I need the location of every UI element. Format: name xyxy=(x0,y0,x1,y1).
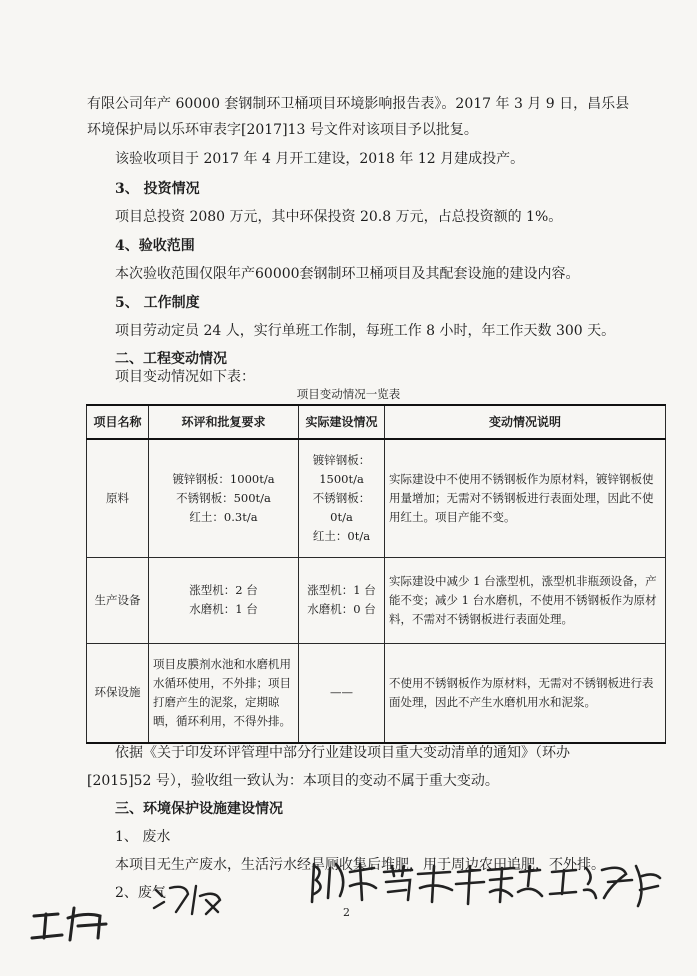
cell-explain: 不使用不锈钢板作为原材料，无需对不锈钢板进行表面处理，因此不产生水磨机用水和泥浆。 xyxy=(385,643,666,743)
table-title: 项目变动情况一览表 xyxy=(296,387,401,401)
required-line: 涨型机：2 台 xyxy=(189,583,258,597)
paragraph-line: 有限公司年产 60000 套钢制环卫桶项目环境影响报告表》。2017 年 3 月 9 日，昌乐县 xyxy=(87,96,630,112)
col-header-item: 项目名称 xyxy=(87,405,149,439)
required-line: 红土：0.3t/a xyxy=(189,509,258,524)
cell-explain: 实际建设中减少 1 台涨型机，涨型机非瓶颈设备，产能不变；减少 1 台水磨机，不使用不锈钢板作为原材料，不需对不锈钢板进行表面处理。 xyxy=(385,557,666,643)
actual-line: 1500t/a xyxy=(319,471,364,486)
heading-wastewater: 1、 废水 xyxy=(115,829,171,845)
signature-5 xyxy=(450,862,546,908)
paragraph-basis-line: [2015]52 号），验收组一致认为：本项目的变动不属于重大变动。 xyxy=(87,773,499,789)
required-line: 水磨机：1 台 xyxy=(189,602,258,616)
signature-1 xyxy=(28,898,114,944)
heading-changes: 二、工程变动情况 xyxy=(115,351,227,367)
paragraph-line: 环境保护局以乐环审表字[2017]13 号文件对该项目予以批复。 xyxy=(87,122,478,138)
signature-2 xyxy=(150,880,228,920)
paragraph-scope: 本次验收范围仅限年产60000套钢制环卫桶项目及其配套设施的建设内容。 xyxy=(115,266,580,282)
col-header-actual: 实际建设情况 xyxy=(299,405,385,439)
col-header-required: 环评和批复要求 xyxy=(149,405,299,439)
table-row xyxy=(87,643,666,743)
cell-required: 项目皮膜剂水池和水磨机用水循环使用，不外排；项目打磨产生的泥浆，定期晾晒，循环利用，不得外排。 xyxy=(149,643,299,743)
cell-actual xyxy=(299,557,385,643)
signature-6 xyxy=(546,858,666,910)
actual-line: 水磨机：0 台 xyxy=(307,602,376,616)
table-row xyxy=(87,439,666,557)
heading-facilities: 三、环境保护设施建设情况 xyxy=(115,801,283,817)
table-header-row xyxy=(87,405,666,439)
actual-line: 不锈钢板：0t/a xyxy=(312,490,371,524)
signature-3 xyxy=(306,858,382,908)
cell-required xyxy=(149,439,299,557)
paragraph-investment: 项目总投资 2080 万元，其中环保投资 20.8 万元，占总投资额的 1%。 xyxy=(115,209,563,225)
required-line: 不锈钢板：500t/a xyxy=(176,490,271,505)
paragraph-wastewater: 本项目无生产废水，生活污水经旱厕收集后堆肥，用于周边农田追肥，不外排。 xyxy=(115,857,605,873)
cell-required xyxy=(149,557,299,643)
heading-waste-gas: 2、废气 xyxy=(115,885,166,901)
heading-work-schedule: 5、 工作制度 xyxy=(115,295,200,311)
cell-explain: 实际建设中不使用不锈钢板作为原材料，镀锌钢板使用量增加；无需对不锈钢板进行表面处理，因此不使用红土。项目产能不变。 xyxy=(385,439,666,557)
signature-4 xyxy=(378,862,458,906)
paragraph-start-date: 该验收项目于 2017 年 4 月开工建设，2018 年 12 月建成投产。 xyxy=(115,151,525,167)
cell-item-name: 环保设施 xyxy=(87,643,149,743)
cell-item-name: 生产设备 xyxy=(87,557,149,643)
actual-line: 红土：0t/a xyxy=(312,528,371,543)
cell-actual xyxy=(299,439,385,557)
heading-scope: 4、验收范围 xyxy=(115,238,195,254)
paragraph-basis-line: 依据《关于印发环评管理中部分行业建设项目重大变动清单的通知》（环办 xyxy=(115,745,570,761)
actual-line: 镀锌钢板： xyxy=(312,452,371,467)
cell-actual: —— xyxy=(299,643,385,743)
actual-line: 涨型机：1 台 xyxy=(307,583,376,597)
table-row xyxy=(87,557,666,643)
cell-item-name: 原料 xyxy=(87,439,149,557)
paragraph-work-schedule: 项目劳动定员 24 人，实行单班工作制，每班工作 8 小时，年工作天数 300 天。 xyxy=(115,323,616,339)
page-number: 2 xyxy=(343,906,350,919)
heading-investment: 3、 投资情况 xyxy=(115,181,200,197)
required-line: 镀锌钢板：1000t/a xyxy=(172,471,275,486)
paragraph-changes-intro: 项目变动情况如下表： xyxy=(115,369,255,385)
change-table xyxy=(86,404,666,744)
col-header-explain: 变动情况说明 xyxy=(385,405,666,439)
